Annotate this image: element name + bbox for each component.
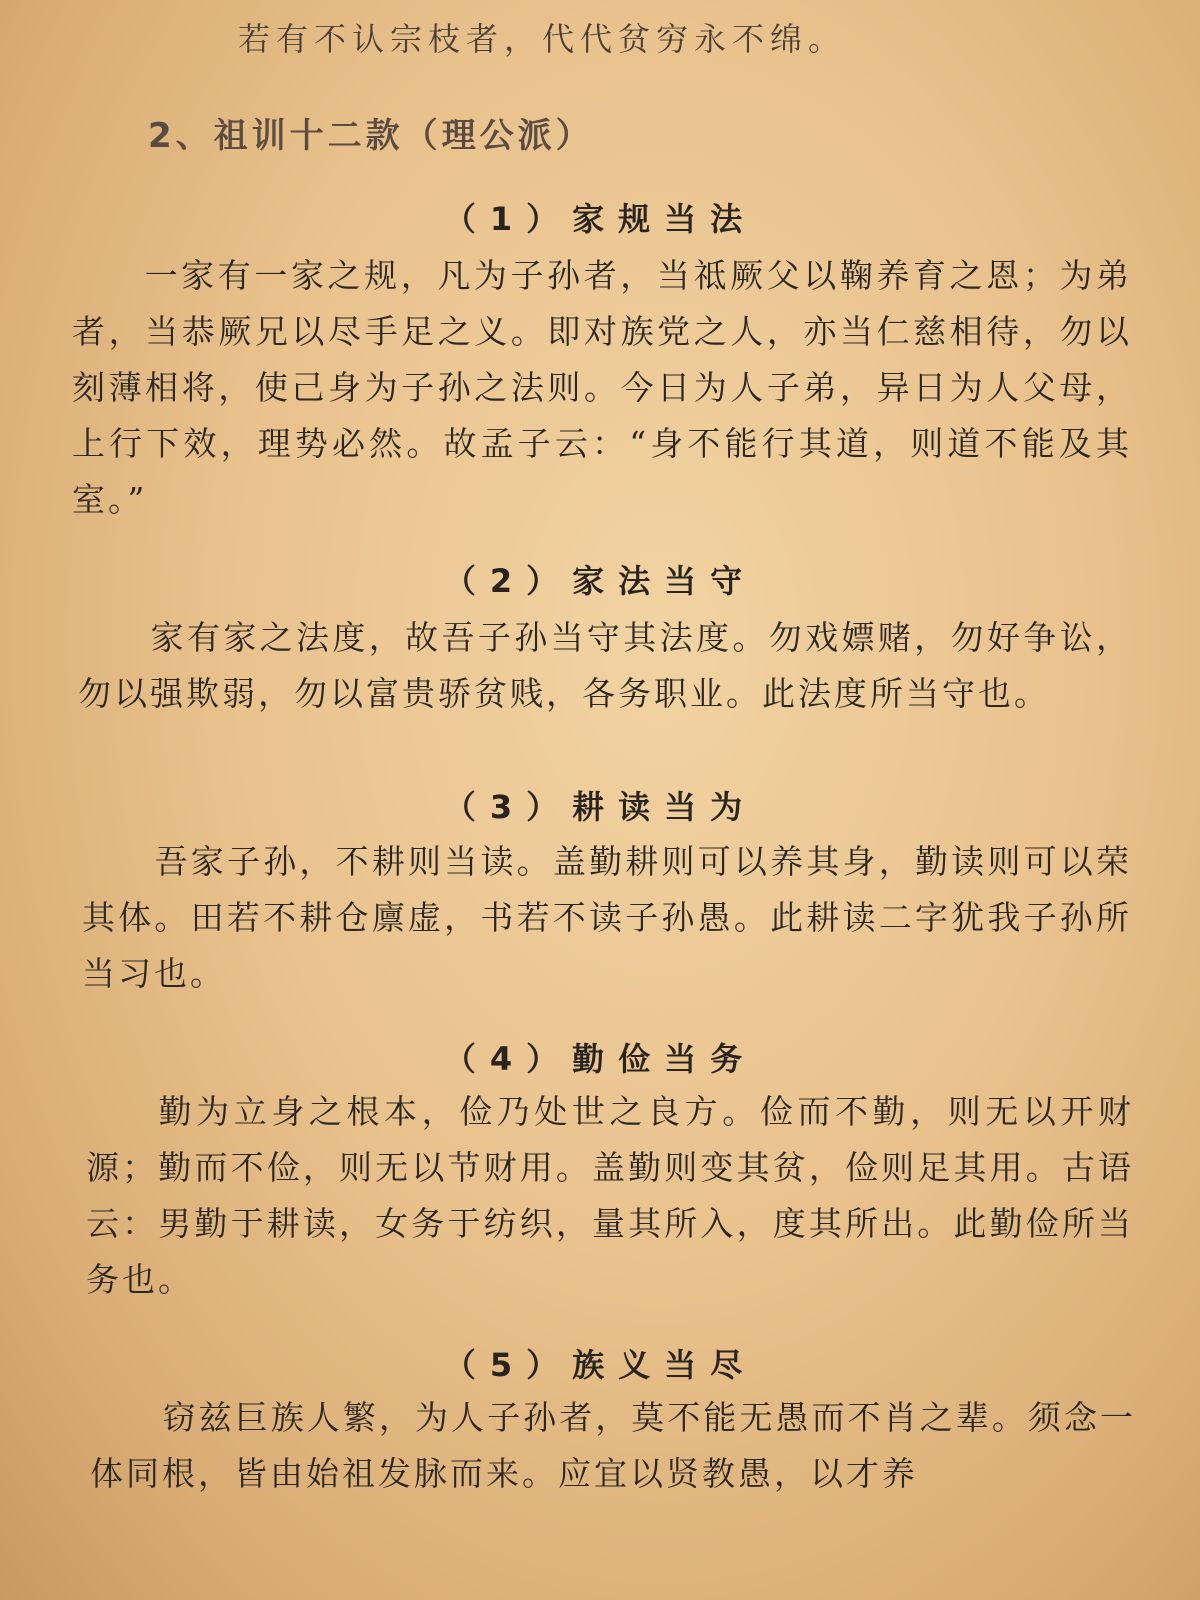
item-body-1: 一家有一家之规，凡为子孙者，当祗厥父以鞠养育之恩；为弟者，当恭厥兄以尽手足之义。即对族党之人，亦当仁慈相待，勿以刻薄相将，使己身为子孙之法则。今日为人子弟，异日为人父母，上行下效，理势必然。故孟子云：“身不能行其道，则道不能及其室。” [72,256,1132,519]
item-heading-5: （5）族义当尽 [443,1346,757,1384]
item-heading-1: （1）家规当法 [443,200,757,238]
item-body-4: 勤为立身之根本，俭乃处世之良方。俭而不勤，则无以开财源；勤而不俭，则无以节财用。盖勤则变其贫，俭则足其用。古语云：男勤于耕读，女务于纺织，量其所入，度其所出。此勤俭所当务也。 [86,1092,1134,1299]
item-heading-2: （2）家法当守 [443,562,757,600]
section-title: 2、祖训十二款（理公派） [148,116,594,156]
item-body-3: 吾家子孙，不耕则当读。盖勤耕则可以养其身，勤读则可以荣其体。田若不耕仓廪虚，书若不读子孙愚。此耕读二字犹我子孙所当习也。 [82,842,1132,993]
item-heading-3: （3）耕读当为 [443,788,757,826]
item-body-5: 窃兹巨族人繁，为人子孙者，莫不能无愚而不肖之辈。须念一体同根，皆由始祖发脉而来。应宜以贤教愚，以才养 [90,1398,1136,1493]
item-heading-4: （4）勤俭当务 [443,1040,757,1078]
item-body-2: 家有家之法度，故吾子孙当守其法度。勿戏嫖赌，勿好争讼，勿以强欺弱，勿以富贵骄贫贱，各务职业。此法度所当守也。 [78,618,1132,713]
intro-line: 若有不认宗枝者，代代贫穷永不绵。 [238,20,847,58]
